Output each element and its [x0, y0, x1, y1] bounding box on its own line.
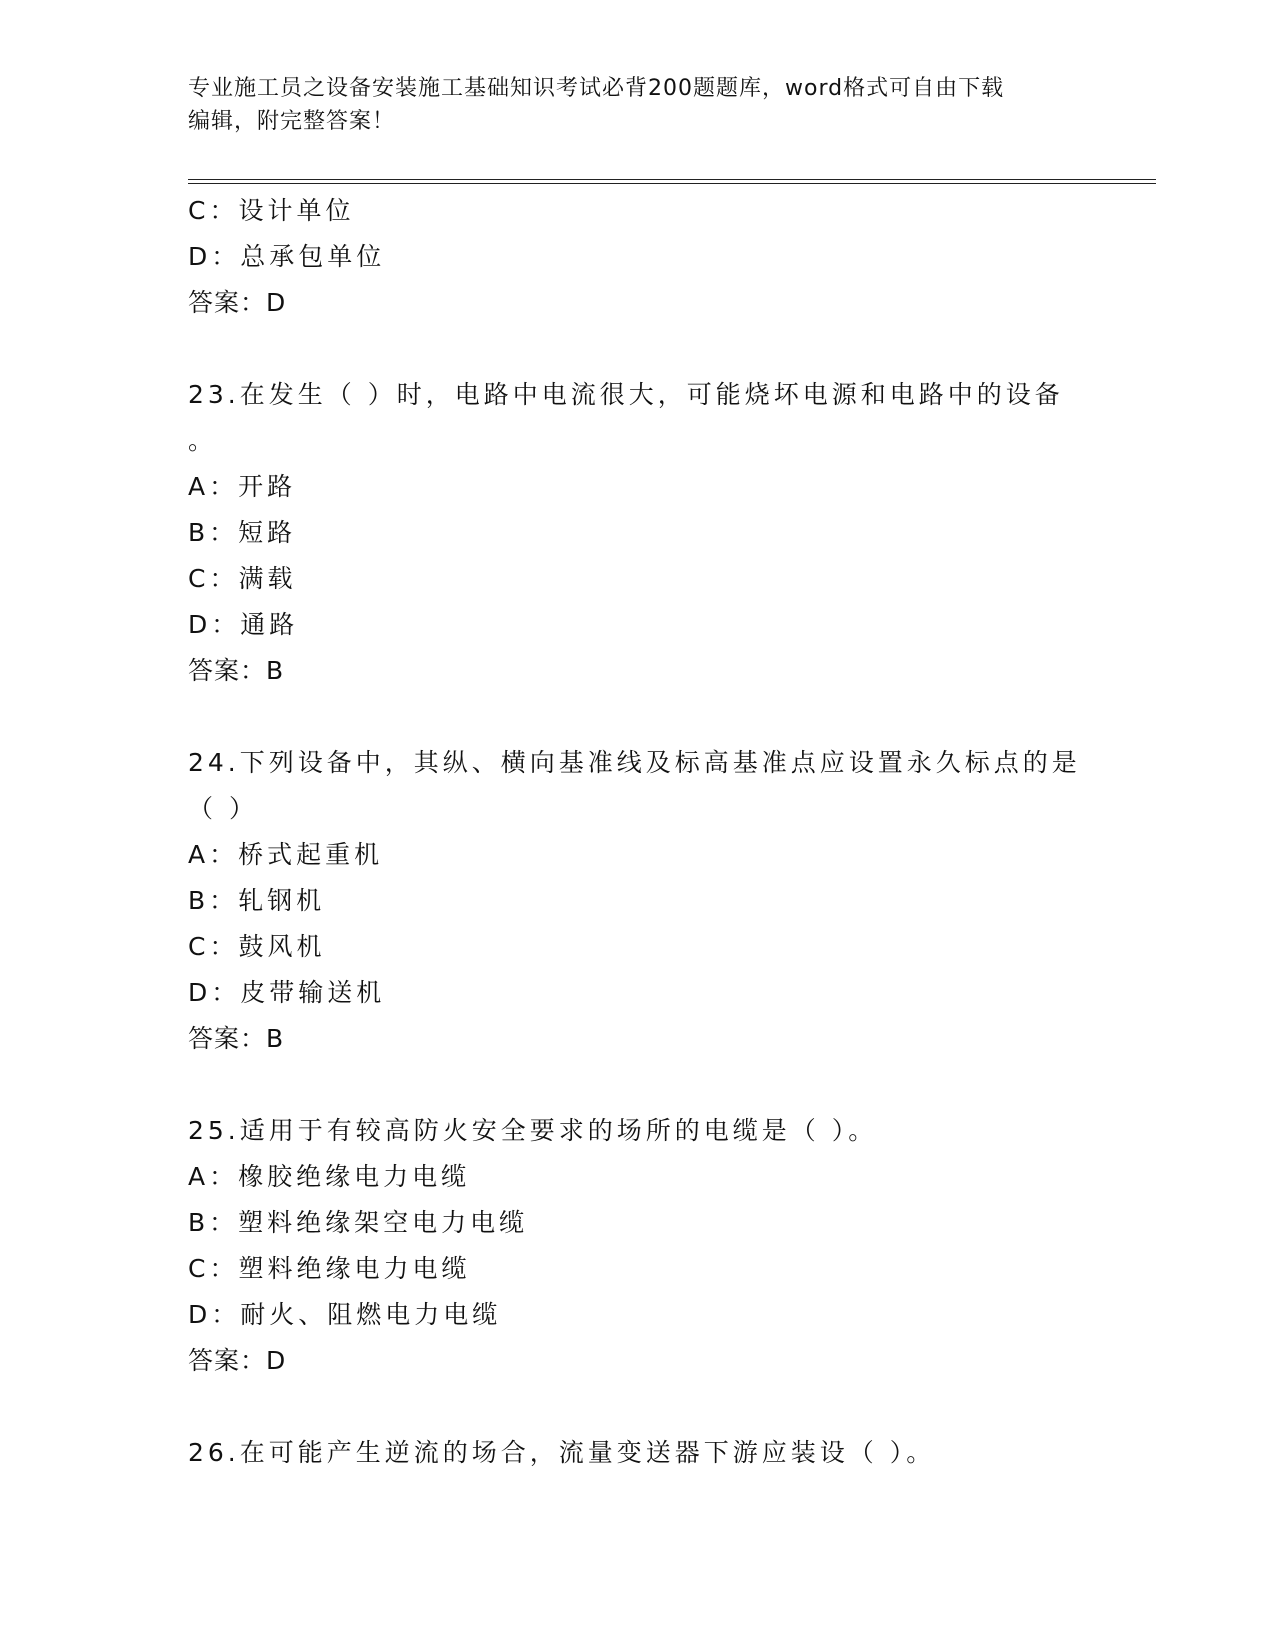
- q24-stem-continuation: （ ）: [188, 794, 258, 823]
- document-header: [188, 72, 1088, 138]
- q25-stem: 25.适用于有较高防火安全要求的场所的电缆是（ ）。: [188, 1116, 878, 1145]
- q23-option-c: C：满载: [188, 564, 297, 593]
- q23-option-d: D：通路: [188, 610, 299, 639]
- q24-stem: 24.下列设备中，其纵、横向基准线及标高基准点应设置永久标点的是: [188, 748, 1081, 777]
- header-title-line2: 编辑，附完整答案！: [188, 109, 396, 134]
- q25-answer: 答案：D: [188, 1346, 287, 1375]
- q24-option-d: D：皮带输送机: [188, 978, 386, 1007]
- prev-option-d: D：总承包单位: [188, 242, 386, 271]
- q24-option-b: B：轧钢机: [188, 886, 326, 915]
- q24-option-a: A：桥式起重机: [188, 840, 384, 869]
- q25-option-a: A：橡胶绝缘电力电缆: [188, 1162, 471, 1191]
- q25-option-c: C：塑料绝缘电力电缆: [188, 1254, 471, 1283]
- q25-option-b: B：塑料绝缘架空电力电缆: [188, 1208, 529, 1237]
- header-divider-bottom: [188, 183, 1156, 184]
- header-title-line1: 专业施工员之设备安装施工基础知识考试必背200题题库，word格式可自由下载: [188, 76, 1005, 101]
- prev-option-c: C：设计单位: [188, 196, 355, 225]
- q24-option-c: C：鼓风机: [188, 932, 326, 961]
- q23-stem-continuation: 。: [188, 426, 218, 455]
- prev-answer: 答案：D: [188, 288, 287, 317]
- q23-option-a: A：开路: [188, 472, 297, 501]
- q23-stem: 23.在发生（ ）时，电路中电流很大，可能烧坏电源和电路中的设备: [188, 380, 1064, 409]
- spacer: [188, 1062, 1088, 1108]
- spacer: [188, 694, 1088, 740]
- q26-stem: 26.在可能产生逆流的场合，流量变送器下游应装设（ ）。: [188, 1438, 936, 1467]
- q23-answer: 答案：B: [188, 656, 285, 685]
- header-divider-top: [188, 179, 1156, 180]
- q24-answer: 答案：B: [188, 1024, 285, 1053]
- spacer: [188, 326, 1088, 372]
- spacer: [188, 1384, 1088, 1430]
- q23-option-b: B：短路: [188, 518, 297, 547]
- q25-option-d: D：耐火、阻燃电力电缆: [188, 1300, 502, 1329]
- question-list: [188, 188, 1088, 1476]
